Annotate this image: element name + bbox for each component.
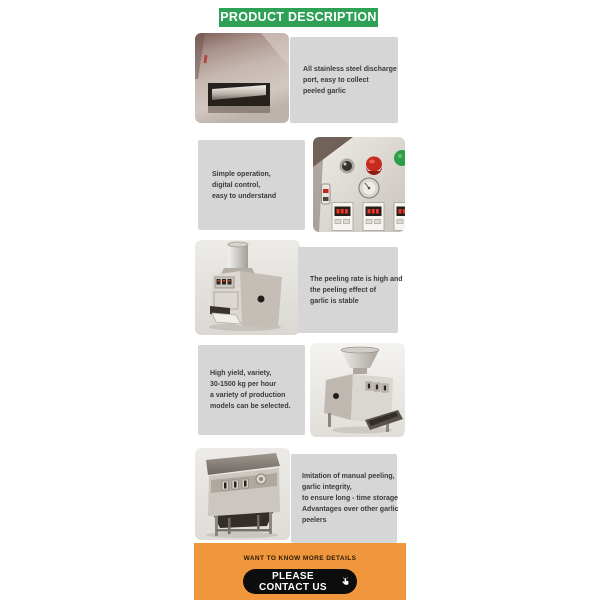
footer-banner bbox=[194, 543, 406, 600]
footer-note: WANT TO KNOW MORE DETAILS bbox=[243, 555, 357, 562]
feature-text-box bbox=[298, 247, 403, 333]
page-title: PRODUCT DESCRIPTION bbox=[219, 8, 378, 27]
feature-line: garlic is stable bbox=[310, 297, 359, 305]
feature-line: digital control, bbox=[212, 181, 261, 189]
contact-button-label: PLEASE CONTACT US bbox=[259, 570, 327, 593]
feature-line: peeled garlic bbox=[303, 87, 346, 95]
photo-garlic-peeler-frame bbox=[195, 448, 290, 540]
photo-garlic-peeler-hopper bbox=[310, 343, 405, 437]
feature-text-box bbox=[198, 345, 305, 435]
feature-line: The peeling rate is high and bbox=[310, 275, 403, 283]
feature-line: easy to understand bbox=[212, 192, 277, 200]
feature-line: 30-1500 kg per hour bbox=[210, 381, 277, 388]
feature-line: Imitation of manual peeling, bbox=[302, 473, 395, 480]
feature-line: High yield, variety, bbox=[210, 370, 272, 377]
feature-line: Advantages over other garlic bbox=[302, 506, 399, 513]
feature-text-box bbox=[291, 454, 397, 543]
feature-line: Simple operation, bbox=[212, 170, 271, 178]
feature-line: peelers bbox=[302, 517, 327, 524]
feature-line: a variety of production bbox=[210, 392, 286, 399]
pointing-hand-icon bbox=[341, 575, 351, 588]
feature-line: garlic integrity, bbox=[302, 484, 352, 491]
photo-digital-control-panel bbox=[313, 137, 405, 232]
photo-garlic-peeler-chimney bbox=[195, 240, 300, 335]
contact-us-button[interactable] bbox=[243, 569, 357, 594]
feature-text-box bbox=[198, 140, 305, 230]
feature-line: models can be selected. bbox=[210, 403, 291, 410]
feature-line: the peeling effect of bbox=[310, 286, 377, 294]
feature-line: All stainless steel discharge bbox=[303, 65, 397, 73]
feature-line: to ensure long - time storage bbox=[302, 495, 399, 502]
photo-stainless-discharge-port bbox=[195, 33, 289, 123]
feature-text-box bbox=[290, 37, 398, 123]
feature-line: port, easy to collect bbox=[303, 76, 369, 84]
